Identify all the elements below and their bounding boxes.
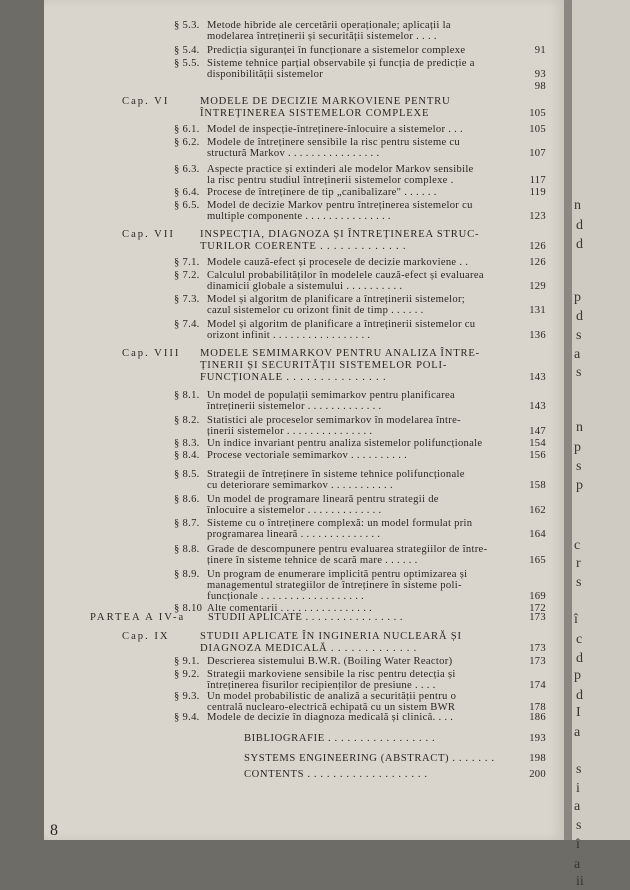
entry-title: Model și algoritm de planificare a întreținerii sistemelor cu — [207, 319, 476, 330]
page-ref: 129 — [529, 281, 546, 292]
entry-title: Statistici ale proceselor semimarkov în modelarea între- — [207, 415, 461, 426]
entry-title: Sisteme tehnice parțial observabile și funcția de predicție a — [207, 58, 475, 69]
edge-letter: d — [576, 237, 583, 252]
edge-letter: d — [576, 688, 583, 703]
entry-title: structură Markov . . . . . . . . . . . . . . . . — [207, 148, 380, 159]
entry-title: înlocuire a sistemelor . . . . . . . . . . . . . — [207, 505, 382, 516]
section-number: § 8.3. — [174, 438, 200, 449]
section-number: § 6.5. — [174, 200, 200, 211]
part-label: PARTEA A IV-a — [90, 612, 186, 623]
toc-page — [44, 0, 564, 840]
section-number: § 9.4. — [174, 712, 200, 723]
entry-title: ținerii sistemelor . . . . . . . . . . . . . . . — [207, 426, 373, 437]
chapter-label: Cap. IX — [122, 631, 170, 642]
edge-letter: î — [576, 837, 580, 852]
page-ref: 107 — [529, 148, 546, 159]
section-number: § 8.1. — [174, 390, 200, 401]
adjacent-page-edge — [572, 0, 630, 889]
edge-letter: a — [574, 857, 581, 872]
edge-letter: c — [576, 632, 583, 647]
entry-title: programarea lineară . . . . . . . . . . . . . . — [207, 529, 381, 540]
entry-title: Un model de populații semimarkov pentru planificarea — [207, 390, 455, 401]
page-ref: 200 — [529, 769, 546, 780]
entry-title: Model și algoritm de planificare a întreținerii sistemelor; — [207, 294, 466, 305]
page-ref: 172 — [529, 603, 546, 614]
edge-letter: r — [576, 556, 581, 571]
entry-title: Sisteme cu o întreținere complexă: un model formulat prin — [207, 518, 473, 529]
edge-letter: d — [576, 218, 583, 233]
entry-title: Un indice invariant pentru analiza sistemelor polifuncționale — [207, 438, 483, 449]
section-number: § 8.2. — [174, 415, 200, 426]
entry-title: Grade de descompunere pentru evaluarea strategiilor de între- — [207, 544, 488, 555]
section-number: § 9.1. — [174, 656, 200, 667]
section-number: § 6.1. — [174, 124, 200, 135]
entry-title: Model de decizie Markov pentru întreținerea sistemelor cu — [207, 200, 473, 211]
edge-letter: p — [576, 478, 583, 493]
page-ref: 143 — [529, 401, 546, 412]
page-ref: 178 — [529, 702, 546, 713]
page-ref: 173 — [529, 656, 546, 667]
page-ref: 119 — [529, 187, 546, 198]
page-ref: 154 — [529, 438, 546, 449]
page-number: 8 — [50, 822, 58, 839]
page-ref: 165 — [529, 555, 546, 566]
page-ref: 105 — [529, 108, 546, 119]
page-ref: 164 — [529, 529, 546, 540]
section-number: § 8.9. — [174, 569, 200, 580]
edge-letter: d — [576, 651, 583, 666]
entry-title: managementul strategiilor de întreținere în sisteme poli- — [207, 580, 462, 591]
section-number: § 7.4. — [174, 319, 200, 330]
entry-title: Strategii markoviene sensibile la risc pentru detecția și — [207, 669, 456, 680]
section-number: § 9.3. — [174, 691, 200, 702]
entry-title: la risc pentru studiul întreținerii sistemelor complexe . — [207, 175, 454, 186]
edge-letter: n — [574, 198, 581, 213]
section-number: § 8.10 — [174, 603, 203, 614]
entry-title: cu deteriorare semimarkov . . . . . . . . . . . — [207, 480, 393, 491]
entry-title: Procese de întreținere de tip „canibalizare" . . . . . . — [207, 187, 437, 198]
entry-title: TURILOR COERENTE . . . . . . . . . . . . . — [200, 241, 407, 252]
edge-letter: s — [576, 762, 582, 777]
edge-letter: n — [576, 420, 583, 435]
entry-title: STUDII APLICATE . . . . . . . . . . . . . . . . — [208, 612, 404, 623]
section-number: § 7.3. — [174, 294, 200, 305]
entry-title: ținere în sisteme tehnice de scară mare . . . . . . — [207, 555, 418, 566]
edge-letter: p — [574, 290, 581, 305]
section-number: § 9.2. — [174, 669, 200, 680]
entry-title: centrală nuclearo-electrică echipată cu un sistem BWR — [207, 702, 456, 713]
entry-title: întreținerea fisurilor recipienților de presiune . . . . — [207, 680, 436, 691]
entry-title: Calculul probabilităților în modelele cauză-efect și evaluarea — [207, 270, 484, 281]
entry-title: cazul sistemelor cu orizont finit de timp . . . . . . — [207, 305, 424, 316]
section-number: § 7.1. — [174, 257, 200, 268]
entry-title: DIAGNOZA MEDICALĂ . . . . . . . . . . . . . — [200, 643, 418, 654]
page-ref: 174 — [529, 680, 546, 691]
entry-title: Alte comentarii . . . . . . . . . . . . . . . . — [207, 603, 373, 614]
page-ref: 193 — [529, 733, 546, 744]
page-ref: 186 — [529, 712, 546, 723]
entry-title: orizont infinit . . . . . . . . . . . . . . . . . — [207, 330, 371, 341]
entry-title: BIBLIOGRAFIE . . . . . . . . . . . . . . . . . — [244, 733, 436, 744]
edge-letter: a — [574, 799, 581, 814]
edge-letter: s — [576, 818, 582, 833]
page-ref: 123 — [529, 211, 546, 222]
edge-letter: c — [574, 538, 581, 553]
edge-letter: î — [574, 612, 578, 627]
entry-title: disponibilității sistemelor — [207, 69, 324, 80]
entry-title: MODELE DE DECIZIE MARKOVIENE PENTRU — [200, 96, 451, 107]
entry-title: Predicția siguranței în funcționare a sistemelor complexe — [207, 45, 466, 56]
section-number: § 8.8. — [174, 544, 200, 555]
section-number: § 7.2. — [174, 270, 200, 281]
entry-title: Modele de întreținere sensibile la risc pentru sisteme cu — [207, 137, 461, 148]
page-ref: 169 — [529, 591, 546, 602]
edge-letter: s — [576, 575, 582, 590]
edge-letter: d — [576, 309, 583, 324]
section-number: § 8.6. — [174, 494, 200, 505]
edge-letter: s — [576, 365, 582, 380]
section-number: § 6.2. — [174, 137, 200, 148]
entry-title: Model de inspecție-întreținere-înlocuire a sistemelor . . . — [207, 124, 463, 135]
entry-title: ȚINERII ȘI SECURITĂȚII SISTEMELOR POLI- — [200, 360, 448, 371]
section-number: § 5.4. — [174, 45, 200, 56]
entry-title: multiple componente . . . . . . . . . . . . . . . — [207, 211, 391, 222]
page-ref: 93 — [534, 69, 546, 80]
section-number: § 8.7. — [174, 518, 200, 529]
book-gutter — [564, 0, 572, 840]
edge-letter: s — [576, 328, 582, 343]
entry-title: Modele cauză-efect și procesele de decizie markoviene . . — [207, 257, 469, 268]
edge-letter: a — [574, 347, 581, 362]
entry-title: modelarea întreținerii și securității sistemelor . . . . — [207, 31, 437, 42]
entry-title: întreținerii sistemelor . . . . . . . . . . . . . — [207, 401, 382, 412]
entry-title: Un program de enumerare implicită pentru optimizarea și — [207, 569, 468, 580]
entry-title: dinamicii globale a sistemului . . . . . . . . . . — [207, 281, 403, 292]
section-number: § 8.4. — [174, 450, 200, 461]
page-ref: 105 — [529, 124, 546, 135]
page-ref: 156 — [529, 450, 546, 461]
edge-letter: a — [574, 725, 581, 740]
page-ref: 136 — [529, 330, 546, 341]
section-number: § 6.4. — [174, 187, 200, 198]
page-ref: 117 — [529, 175, 546, 186]
page-ref: 173 — [529, 612, 546, 623]
entry-title: Descrierea sistemului B.W.R. (Boiling Water Reactor) — [207, 656, 453, 667]
entry-title: Modele de decizie în diagnoza medicală și clinică. . . . — [207, 712, 454, 723]
page-ref: 98 — [534, 81, 546, 92]
page-ref: 131 — [529, 305, 546, 316]
edge-letter: s — [576, 459, 582, 474]
section-number: § 6.3. — [174, 164, 200, 175]
entry-title: STUDII APLICATE ÎN INGINERIA NUCLEARĂ ȘI — [200, 631, 462, 642]
entry-title: SYSTEMS ENGINEERING (ABSTRACT) . . . . . . . — [244, 753, 495, 764]
edge-letter: p — [574, 668, 581, 683]
page-ref: 126 — [529, 257, 546, 268]
chapter-label: Cap. VI — [122, 96, 170, 107]
page-ref: 91 — [534, 45, 546, 56]
entry-title: Aspecte practice și extinderi ale modelor Markov sensibile — [207, 164, 474, 175]
entry-title: Metode hibride ale cercetării operaționale; aplicații la — [207, 20, 451, 31]
entry-title: MODELE SEMIMARKOV PENTRU ANALIZA ÎNTRE- — [200, 348, 480, 359]
section-number: § 5.3. — [174, 20, 200, 31]
entry-title: Un model de programare lineară pentru strategii de — [207, 494, 439, 505]
section-number: § 5.5. — [174, 58, 200, 69]
entry-title: CONTENTS . . . . . . . . . . . . . . . . . . . — [244, 769, 428, 780]
chapter-label: Cap. VIII — [122, 348, 181, 359]
entry-title: Procese vectoriale semimarkov . . . . . . . . . . — [207, 450, 408, 461]
section-number: § 8.5. — [174, 469, 200, 480]
page-ref: 143 — [529, 372, 546, 383]
page-ref: 162 — [529, 505, 546, 516]
entry-title: FUNCȚIONALE . . . . . . . . . . . . . . . — [200, 372, 387, 383]
entry-title: Strategii de întreținere în sisteme tehnice polifuncționale — [207, 469, 465, 480]
page-ref: 198 — [529, 753, 546, 764]
edge-letter: I — [576, 705, 581, 720]
entry-title: INSPECȚIA, DIAGNOZA ȘI ÎNTREȚINEREA STRUC- — [200, 229, 480, 240]
page-ref: 126 — [529, 241, 546, 252]
entry-title: Un model probabilistic de analiză a securității pentru o — [207, 691, 457, 702]
page-ref: 158 — [529, 480, 546, 491]
entry-title: ÎNTREȚINEREA SISTEMELOR COMPLEXE — [200, 108, 430, 119]
edge-letter: ii — [576, 874, 584, 889]
edge-letter: p — [574, 440, 581, 455]
edge-letter: i — [576, 781, 580, 796]
chapter-label: Cap. VII — [122, 229, 175, 240]
page-ref: 173 — [529, 643, 546, 654]
page-ref: 147 — [529, 426, 546, 437]
entry-title: funcționale . . . . . . . . . . . . . . . . . . — [207, 591, 365, 602]
